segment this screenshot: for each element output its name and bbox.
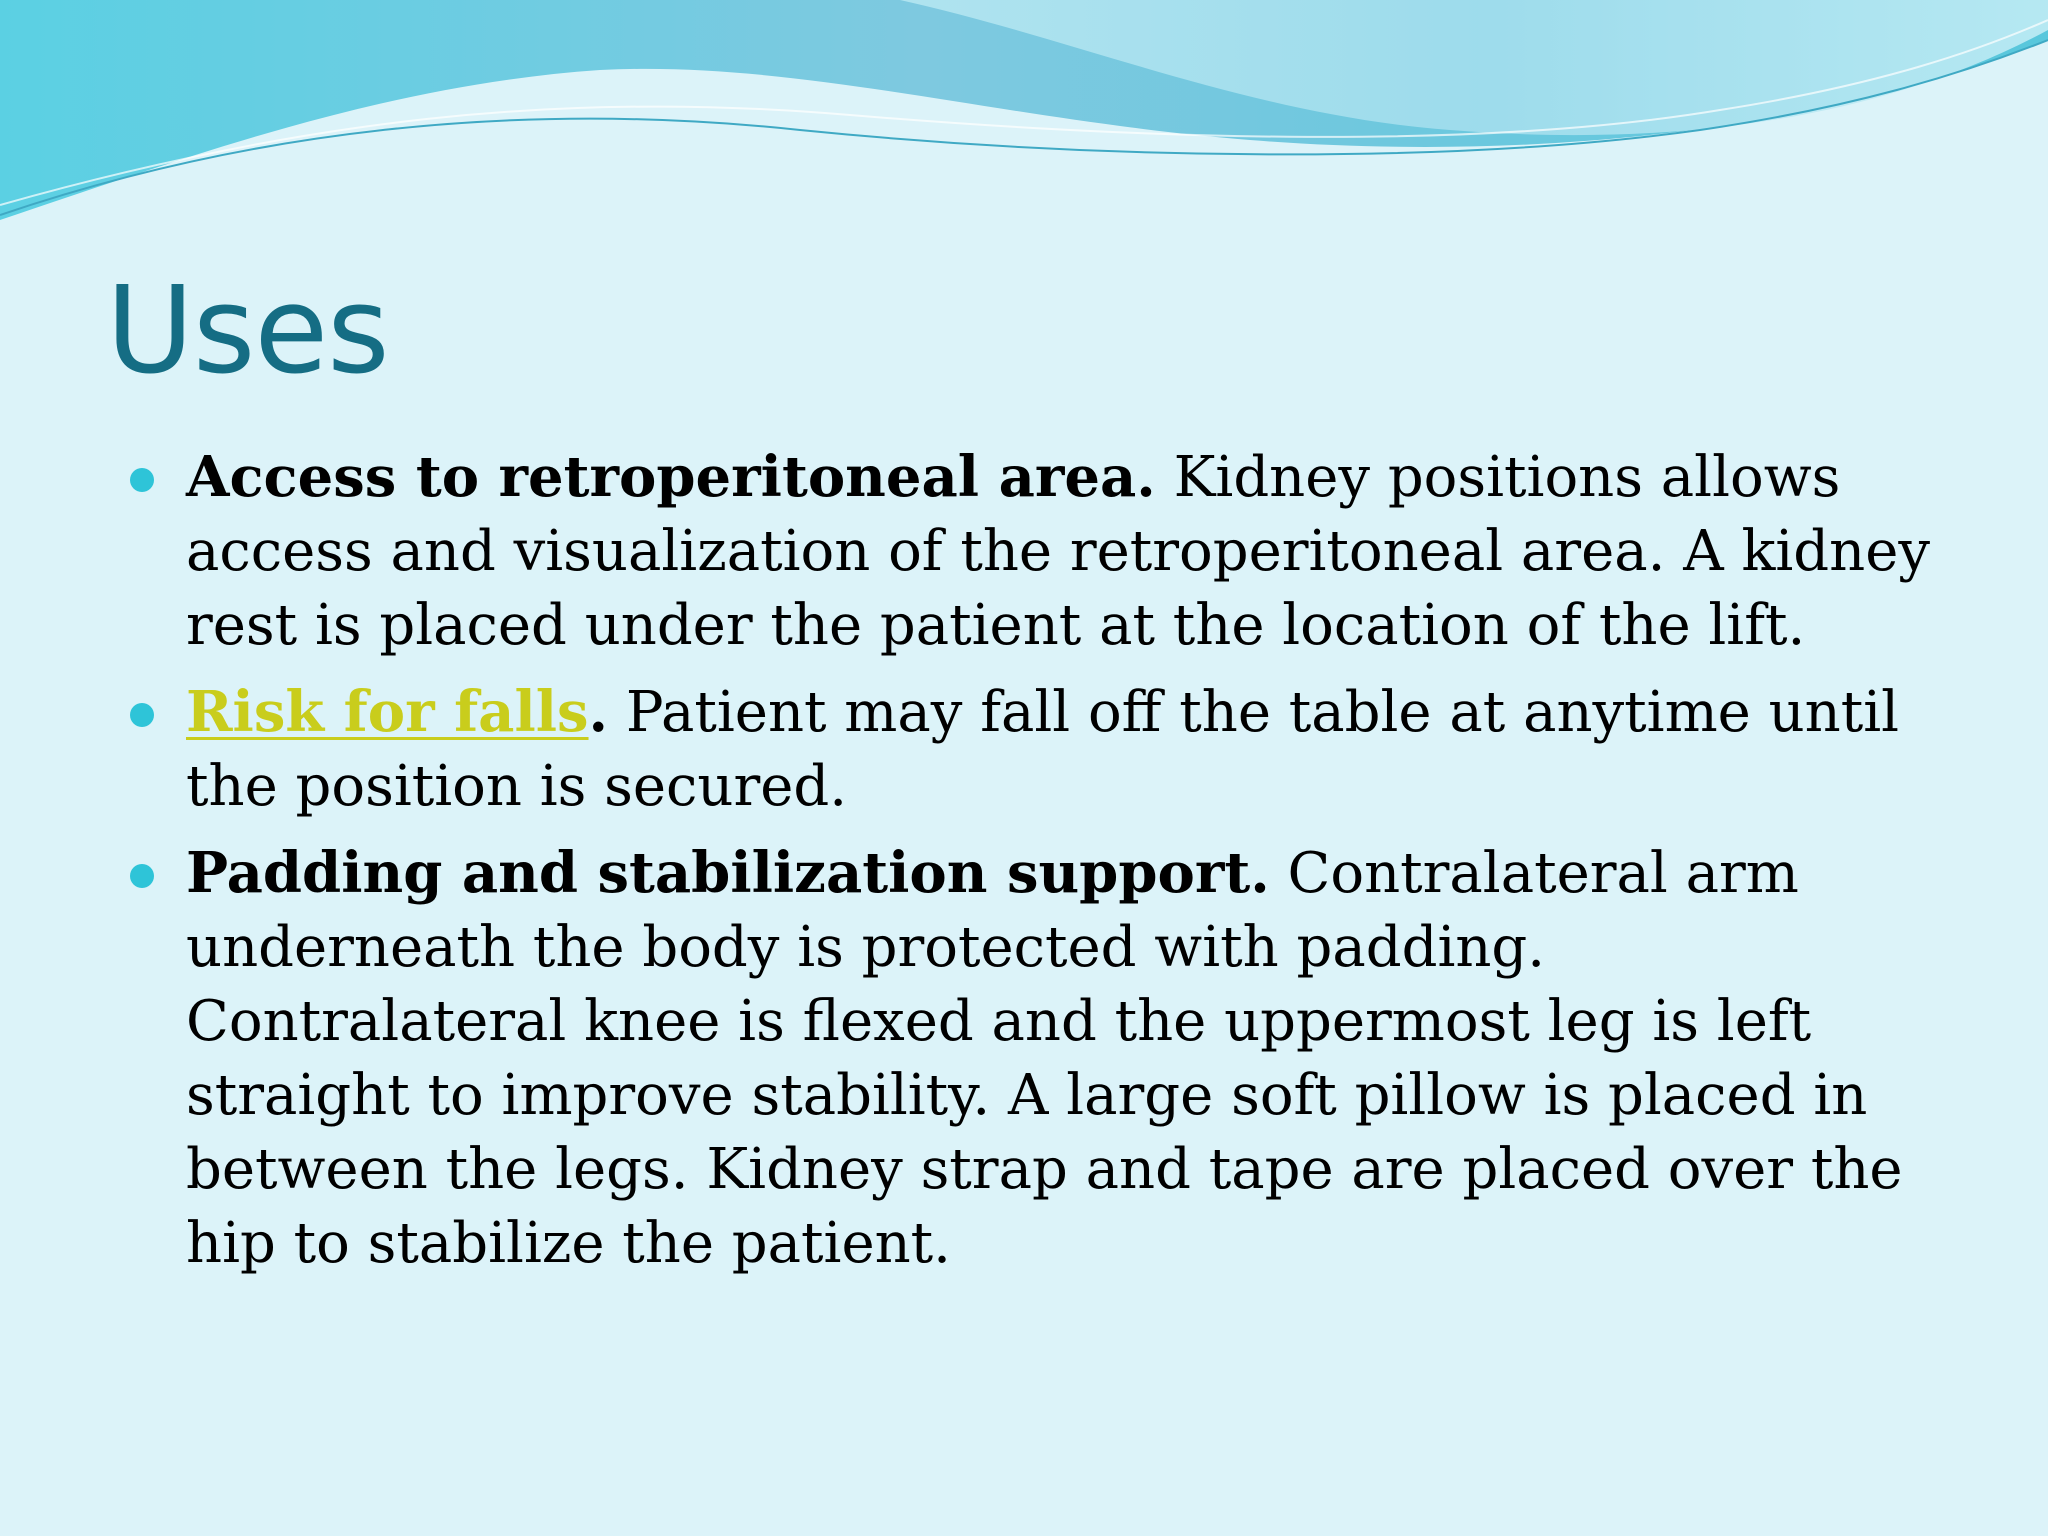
bullet-lead: Access to retroperitoneal area. bbox=[186, 444, 1156, 510]
bullet-dot-icon bbox=[130, 703, 154, 727]
bullet-lead-suffix: . bbox=[588, 679, 609, 745]
bullet-access bbox=[130, 440, 1930, 663]
bullet-dot-icon bbox=[130, 864, 154, 888]
header-wave-decoration bbox=[0, 0, 2048, 260]
bullet-text: Kidney positions allows access and visualization of the retroperitoneal area. A kidney rest is placed under the patient at the location of the lift. bbox=[186, 445, 1930, 658]
risk-for-falls-link[interactable]: Risk for falls bbox=[186, 679, 589, 745]
bullet-list bbox=[130, 440, 1930, 1293]
bullet-padding bbox=[130, 836, 1930, 1281]
bullet-risk bbox=[130, 675, 1930, 824]
bullet-lead: Padding and stabilization support. bbox=[186, 840, 1270, 906]
slide-title: Uses bbox=[106, 262, 389, 401]
bullet-text: Patient may fall off the table at anytime until the position is secured. bbox=[186, 680, 1900, 819]
bullet-dot-icon bbox=[130, 468, 154, 492]
bullet-text: Contralateral arm underneath the body is protected with padding. Contralateral knee is flexed and the uppermost leg is left straight to improve stability. A large soft pillow is placed in between the legs. Kidney strap and tape are placed over the hip to stabilize the patient. bbox=[186, 841, 1903, 1276]
